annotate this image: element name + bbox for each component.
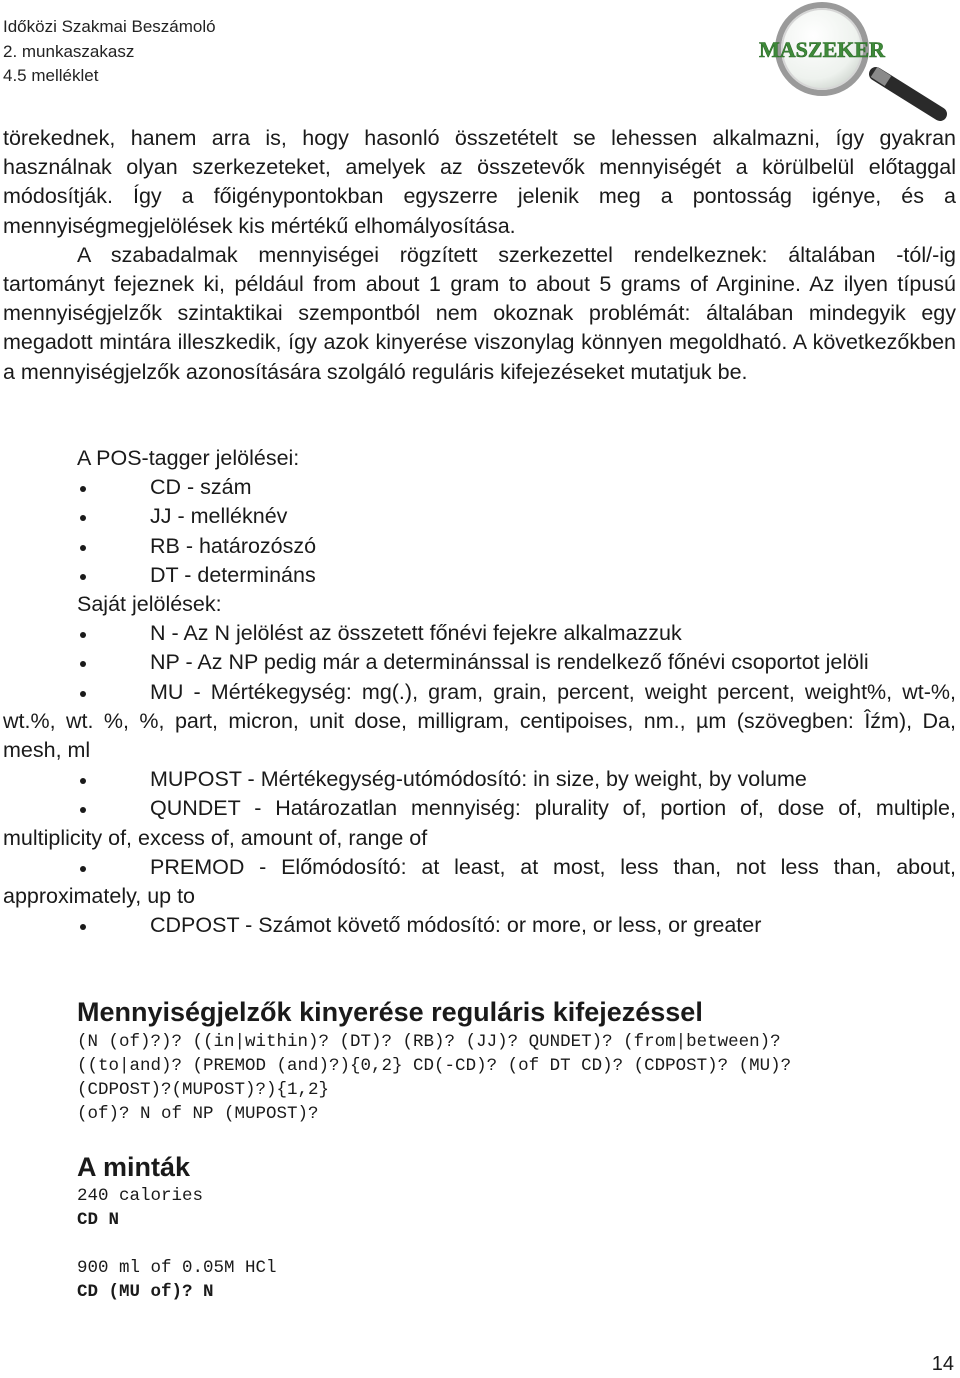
- regex-block: [77, 1030, 791, 1126]
- paragraph-2: A szabadalmak mennyiségei rögzített szerkezettel rendelkeznek: általában -tól/-ig tartományt fejeznek ki, például from about 1 gram to about 5 grams of Arginine. Az ilyen típusú mennyiségjelzők szintaktikai szempontból nem okoznak problémát: általában mindegyik egy megadott mintára illeszkedik, így azok kinyerése viszonylag könnyen megoldható. A következőkben a mennyiségjelzők azonosítására szolgáló reguláris kifejezéseket mutatjuk be.: [3, 242, 956, 384]
- sample-text: 240 calories: [77, 1186, 204, 1206]
- sample-tags: CD N: [77, 1210, 120, 1230]
- bullet-icon: [80, 661, 86, 667]
- bullet-icon: [80, 632, 86, 638]
- maszeker-logo: [756, 2, 952, 124]
- tag-list: [3, 444, 956, 940]
- bullet-icon: [80, 486, 86, 492]
- list-item: JJ - melléknév: [3, 502, 956, 531]
- list-item: NP - Az NP pedig már a determinánssal is rendelkező főnévi csoportot jelöli: [3, 648, 956, 677]
- regex-line: ((to|and)? (PREMOD (and)?){0,2} CD(-CD)? (of DT CD)? (CDPOST)? (MU)?: [77, 1056, 792, 1076]
- own-heading: Saját jelölések:: [77, 592, 222, 616]
- sample-tags: CD (MU of)? N: [77, 1282, 214, 1302]
- bullet-icon: [80, 574, 86, 580]
- magnifying-glass-icon: [756, 2, 952, 124]
- bullet-icon: [80, 515, 86, 521]
- bullet-icon: [80, 691, 86, 697]
- document-header: [3, 14, 216, 88]
- page-number: 14: [931, 1353, 954, 1375]
- logo-text: MASZEKER: [759, 37, 885, 62]
- regex-heading: Mennyiségjelzők kinyerése reguláris kifejezéssel: [77, 997, 703, 1027]
- regex-line: (of)? N of NP (MUPOST)?: [77, 1104, 319, 1124]
- bullet-icon: [80, 545, 86, 551]
- header-title: Időközi Szakmai Beszámoló: [3, 17, 216, 36]
- bullet-icon: [80, 866, 86, 872]
- list-item: PREMOD - Előmódosító: at least, at most, less than, not less than, about, approximately, up to: [3, 854, 956, 909]
- bullet-icon: [80, 778, 86, 784]
- list-item: CDPOST - Számot követő módosító: or more, or less, or greater: [3, 911, 956, 940]
- body-text: [3, 124, 956, 387]
- list-item: N - Az N jelölést az összetett főnévi fejekre alkalmazzuk: [3, 619, 956, 648]
- sample-text: 900 ml of 0.05M HCl: [77, 1258, 277, 1278]
- list-item: MU - Mértékegység: mg(.), gram, grain, percent, weight percent, weight%, wt-%, wt.%, wt. %, %, part, micron, unit dose, milligram, centipoises, nm., µm (szövegben: Îźm), Da, mesh, ml: [3, 679, 956, 762]
- samples-heading: A minták: [77, 1152, 191, 1182]
- list-item: QUNDET - Határozatlan mennyiség: plurality of, portion of, dose of, multiple, multiplicity of, excess of, amount of, range of: [3, 796, 956, 850]
- list-item: RB - határozószó: [3, 532, 956, 561]
- header-phase: 2. munkaszakasz: [3, 41, 135, 61]
- regex-line: (CDPOST)?(MUPOST)?){1,2}: [77, 1080, 330, 1100]
- sample-block: [77, 1184, 277, 1304]
- paragraph-1: törekednek, hanem arra is, hogy hasonló összetételt se lehessen alkalmazni, így gyakran használnak olyan szerkezeteket, amelyek az összetevők mennyiségét a körülbelül előtaggal módosítják. Így a főigénypontokban egyszerre jelenik meg a pontosság igénye, és a mennyiségmegjelölések kis mértékű elhomályosítása.: [3, 126, 956, 238]
- list-item: DT - determináns: [3, 561, 956, 590]
- bullet-icon: [80, 807, 86, 813]
- pos-heading: A POS-tagger jelölései:: [77, 446, 300, 470]
- regex-line: (N (of)?)? ((in|within)? (DT)? (RB)? (JJ)? QUNDET)? (from|between)?: [77, 1032, 781, 1052]
- list-item: MUPOST - Mértékegység-utómódosító: in size, by weight, by volume: [3, 765, 956, 794]
- list-item: CD - szám: [3, 473, 956, 502]
- bullet-icon: [80, 924, 86, 930]
- header-appendix: 4.5 melléklet: [3, 66, 99, 85]
